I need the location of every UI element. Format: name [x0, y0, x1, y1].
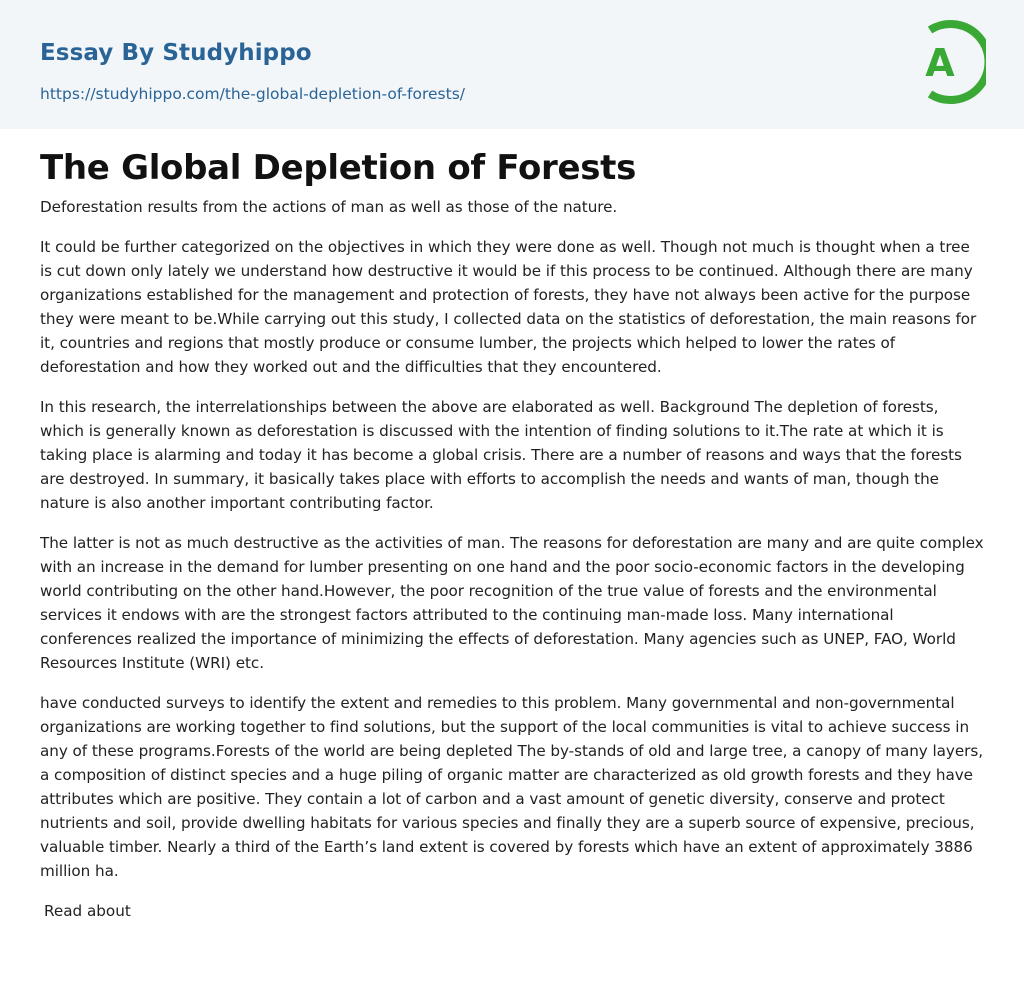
paragraph: In this research, the interrelationships between the above are elaborated as well. Background The depletion of forests, which is generally known as deforestation is discussed with the intention of finding solutions to it.The rate at which it is taking place is alarming and today it has become a global crisis. There are a number of reasons and ways that the forests are destroyed. In summary, it basically takes place with efforts to accomplish the needs and wants of man, though the nature is also another important contributing factor. — [40, 398, 962, 512]
studyhippo-logo-icon[interactable] — [912, 18, 986, 106]
logo-letter: A — [925, 41, 955, 85]
paragraph: It could be further categorized on the objectives in which they were done as well. Though not much is thought when a tree is cut down only lately we understand how destructive it would be if this process to be continued. Although there are many organizations established for the management and protection of forests, they have not always been active for the purpose they were meant to be.While carrying out this study, I collected data on the statistics of deforestation, the main reasons for it, countries and regions that mostly produce or consume lumber, the projects which helped to lower the rates of deforestation and how they worked out and the difficulties that they encountered. — [40, 238, 977, 376]
site-brand[interactable]: Essay By Studyhippo — [40, 40, 312, 66]
paragraph: Deforestation results from the actions of man as well as those of the nature. — [40, 198, 618, 216]
page-title: The Global Depletion of Forests — [40, 148, 637, 188]
paragraph: The latter is not as much destructive as the activities of man. The reasons for deforestation are many and are quite complex with an increase in the demand for lumber presenting on one hand and the poor socio-economic factors in the developing world contributing on the other hand.However, the poor recognition of the true value of forests and the environmental services it endows with are the strongest factors attributed to the continuing man-made loss. Many international conferences realized the importance of minimizing the effects of deforestation. Many agencies such as UNEP, FAO, World Resources Institute (WRI) etc. — [40, 534, 984, 672]
essay-url-link[interactable]: https://studyhippo.com/the-global-depletion-of-forests/ — [40, 85, 465, 103]
read-about-link[interactable]: Read about — [44, 902, 131, 920]
essay-content — [40, 145, 984, 923]
paragraph: have conducted surveys to identify the extent and remedies to this problem. Many governmental and non-governmental organizations are working together to find solutions, but the support of the local communities is vital to achieve success in any of these programs.Forests of the world are being depleted The by-stands of old and large tree, a canopy of many layers, a composition of distinct species and a huge piling of organic matter are characterized as old growth forests and they have attributes which are positive. They contain a lot of carbon and a vast amount of genetic diversity, conserve and protect nutrients and soil, provide dwelling habitats for various species and finally they are a superb source of expensive, precious, valuable timber. Nearly a third of the Earth’s land extent is covered by forests which have an extent of approximately 3886 million ha. — [40, 694, 983, 880]
site-header — [0, 0, 1024, 129]
